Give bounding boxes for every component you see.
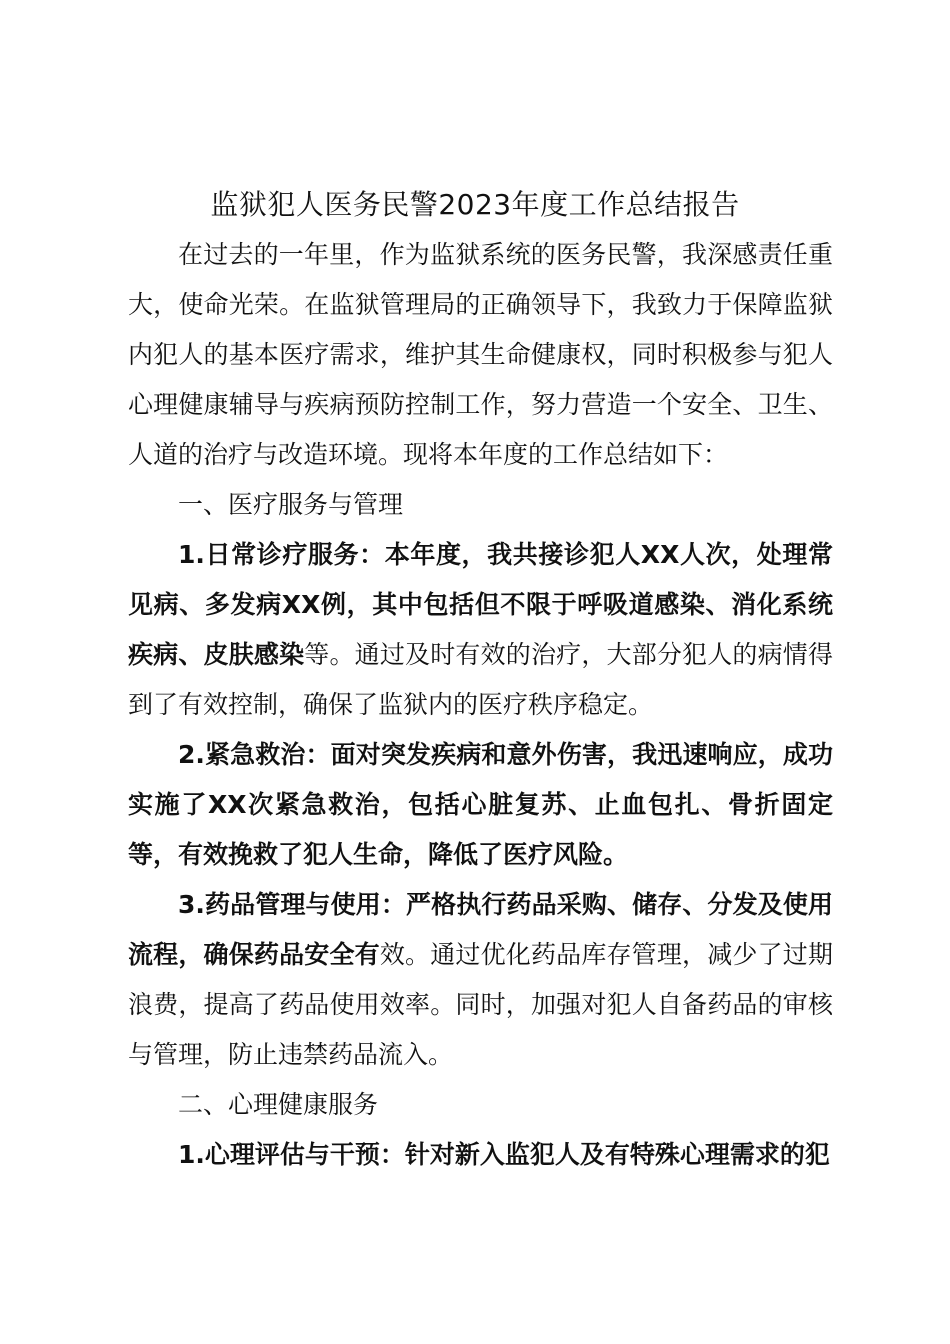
intro-paragraph: 在过去的一年里，作为监狱系统的医务民警，我深感责任重大，使命光荣。在监狱管理局的正确领导下，我致力于保障监狱内犯人的基本医疗需求，维护其生命健康权，同时积极参与犯人心理健康辅导与疾病预防控制工作，努力营造一个安全、卫生、人道的治疗与改造环境。现将本年度的工作总结如下： [128, 240, 833, 469]
section1-item2 [128, 730, 833, 880]
section1-item1-text: 等。通过及时有效的治疗，大部分犯人的病情得到了有效控制，确保了监狱内的医疗秩序稳定。 [128, 640, 833, 719]
section2-heading: 二、心理健康服务 [178, 1090, 379, 1119]
section1-item2-bold: 2.紧急救治：面对突发疾病和意外伤害，我迅速响应，成功实施了XX次紧急救治，包括心脏复苏、止血包扎、骨折固定等，有效挽救了犯人生命，降低了医疗风险。 [128, 740, 833, 869]
section1-item3-text: 效。通过优化药品库存管理，减少了过期浪费，提高了药品使用效率。同时，加强对犯人自备药品的审核与管理，防止违禁药品流入。 [128, 940, 833, 1069]
section2-item1-bold: 1.心理评估与干预：针对新入监犯人及有特殊心理需求的犯 [178, 1140, 830, 1169]
document-body [128, 230, 833, 1180]
section1-item3 [128, 880, 833, 1080]
section1-item1-bold: 1.日常诊疗服务：本年度，我共接诊犯人XX人次，处理常见病、多发病XX例，其中包括但不限于呼吸道感染、消化系统疾病、皮肤感染 [128, 540, 833, 669]
section1-item3-bold: 3.药品管理与使用：严格执行药品采购、储存、分发及使用流程，确保药品安全有 [128, 890, 833, 969]
document-title: 监狱犯人医务民警2023年度工作总结报告 [210, 188, 740, 221]
section1-heading: 一、医疗服务与管理 [178, 490, 404, 519]
section2-item1 [128, 1130, 833, 1180]
section1-item1 [128, 530, 833, 730]
